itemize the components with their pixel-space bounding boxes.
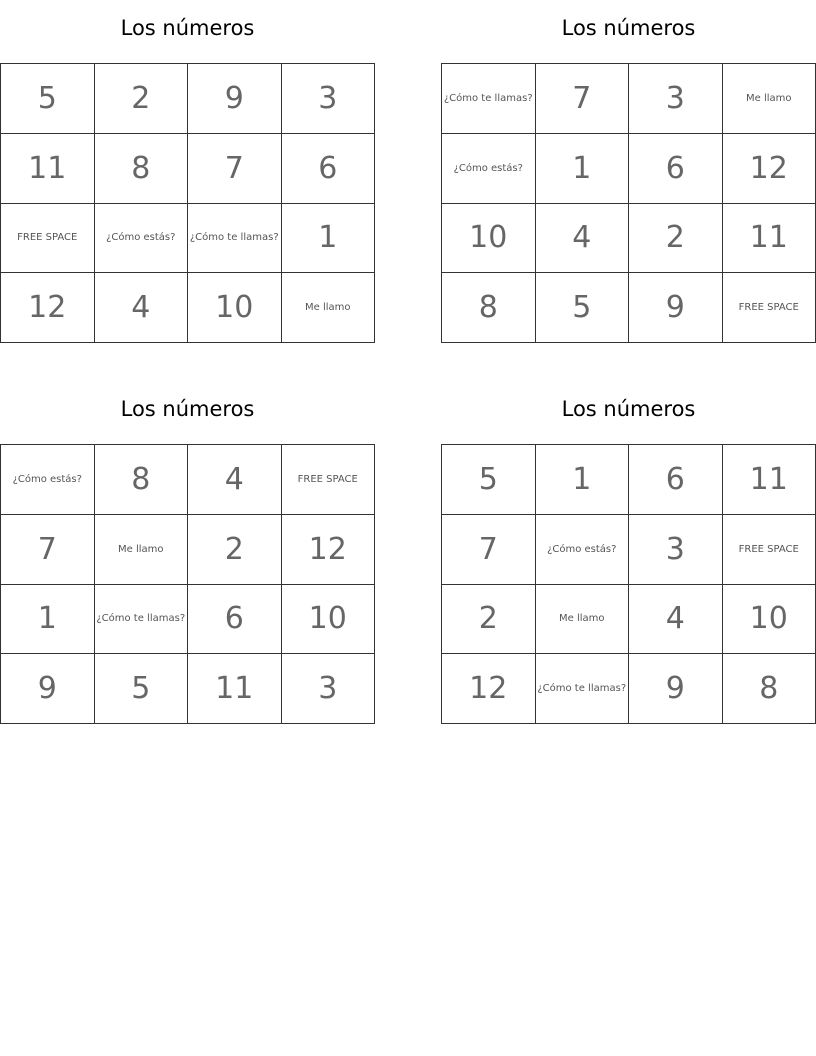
bingo-cell-number: 1 [536, 445, 630, 515]
bingo-cell-number: 5 [95, 654, 189, 724]
card-title: Los números [120, 16, 255, 40]
bingo-cell-number: 7 [188, 134, 282, 204]
bingo-cell-phrase: Me llamo [282, 273, 376, 343]
bingo-cell-free-space: FREE SPACE [723, 515, 816, 585]
bingo-cell-number: 7 [1, 515, 95, 585]
bingo-cell-number: 6 [282, 134, 376, 204]
card-title: Los números [561, 397, 696, 421]
bingo-cell-number: 12 [1, 273, 95, 343]
bingo-cell-number: 9 [188, 64, 282, 134]
bingo-grid [0, 444, 375, 724]
bingo-grid [441, 63, 816, 343]
bingo-cell-number: 6 [629, 134, 723, 204]
bingo-cell-number: 2 [442, 585, 536, 655]
bingo-cell-number: 4 [536, 204, 630, 274]
bingo-cell-number: 3 [282, 64, 376, 134]
bingo-cell-free-space: FREE SPACE [1, 204, 95, 274]
bingo-card-2 [441, 8, 816, 338]
bingo-cell-number: 4 [629, 585, 723, 655]
bingo-cell-number: 11 [723, 204, 816, 274]
bingo-cell-number: 2 [188, 515, 282, 585]
bingo-cell-number: 5 [1, 64, 95, 134]
bingo-cell-number: 3 [629, 515, 723, 585]
bingo-cell-phrase: ¿Cómo estás? [442, 134, 536, 204]
bingo-cell-number: 12 [282, 515, 376, 585]
bingo-cell-number: 8 [95, 445, 189, 515]
bingo-cell-number: 4 [95, 273, 189, 343]
bingo-cell-number: 8 [442, 273, 536, 343]
bingo-cell-number: 12 [442, 654, 536, 724]
bingo-cell-number: 8 [95, 134, 189, 204]
bingo-cell-phrase: ¿Cómo estás? [1, 445, 95, 515]
bingo-cell-free-space: FREE SPACE [282, 445, 376, 515]
card-title: Los números [561, 16, 696, 40]
bingo-cell-number: 5 [536, 273, 630, 343]
bingo-cell-number: 11 [188, 654, 282, 724]
bingo-cell-number: 10 [723, 585, 816, 655]
bingo-cell-number: 10 [188, 273, 282, 343]
bingo-cell-number: 5 [442, 445, 536, 515]
bingo-cell-number: 3 [629, 64, 723, 134]
bingo-cell-number: 1 [536, 134, 630, 204]
bingo-cell-free-space: FREE SPACE [723, 273, 816, 343]
bingo-cell-number: 7 [442, 515, 536, 585]
bingo-cell-phrase: ¿Cómo te llamas? [188, 204, 282, 274]
bingo-cell-number: 7 [536, 64, 630, 134]
bingo-cell-number: 1 [282, 204, 376, 274]
bingo-cell-phrase: ¿Cómo te llamas? [442, 64, 536, 134]
bingo-cell-phrase: ¿Cómo estás? [536, 515, 630, 585]
bingo-cell-number: 10 [442, 204, 536, 274]
bingo-cell-number: 9 [629, 273, 723, 343]
bingo-cell-number: 12 [723, 134, 816, 204]
bingo-cell-number: 6 [629, 445, 723, 515]
bingo-cell-phrase: ¿Cómo te llamas? [95, 585, 189, 655]
bingo-card-1 [0, 8, 375, 338]
bingo-grid [441, 444, 816, 724]
bingo-cell-phrase: Me llamo [95, 515, 189, 585]
bingo-cell-number: 8 [723, 654, 816, 724]
bingo-cell-number: 9 [629, 654, 723, 724]
card-title: Los números [120, 397, 255, 421]
bingo-card-4 [441, 389, 816, 719]
bingo-cell-number: 11 [723, 445, 816, 515]
bingo-card-3 [0, 389, 375, 719]
bingo-cell-number: 3 [282, 654, 376, 724]
bingo-cell-number: 9 [1, 654, 95, 724]
bingo-cell-phrase: Me llamo [723, 64, 816, 134]
bingo-grid [0, 63, 375, 343]
bingo-cell-number: 6 [188, 585, 282, 655]
bingo-cell-phrase: ¿Cómo te llamas? [536, 654, 630, 724]
bingo-cell-number: 10 [282, 585, 376, 655]
bingo-cell-phrase: Me llamo [536, 585, 630, 655]
bingo-cell-number: 11 [1, 134, 95, 204]
bingo-cell-number: 4 [188, 445, 282, 515]
bingo-cell-phrase: ¿Cómo estás? [95, 204, 189, 274]
bingo-cell-number: 2 [95, 64, 189, 134]
bingo-cell-number: 1 [1, 585, 95, 655]
bingo-cell-number: 2 [629, 204, 723, 274]
